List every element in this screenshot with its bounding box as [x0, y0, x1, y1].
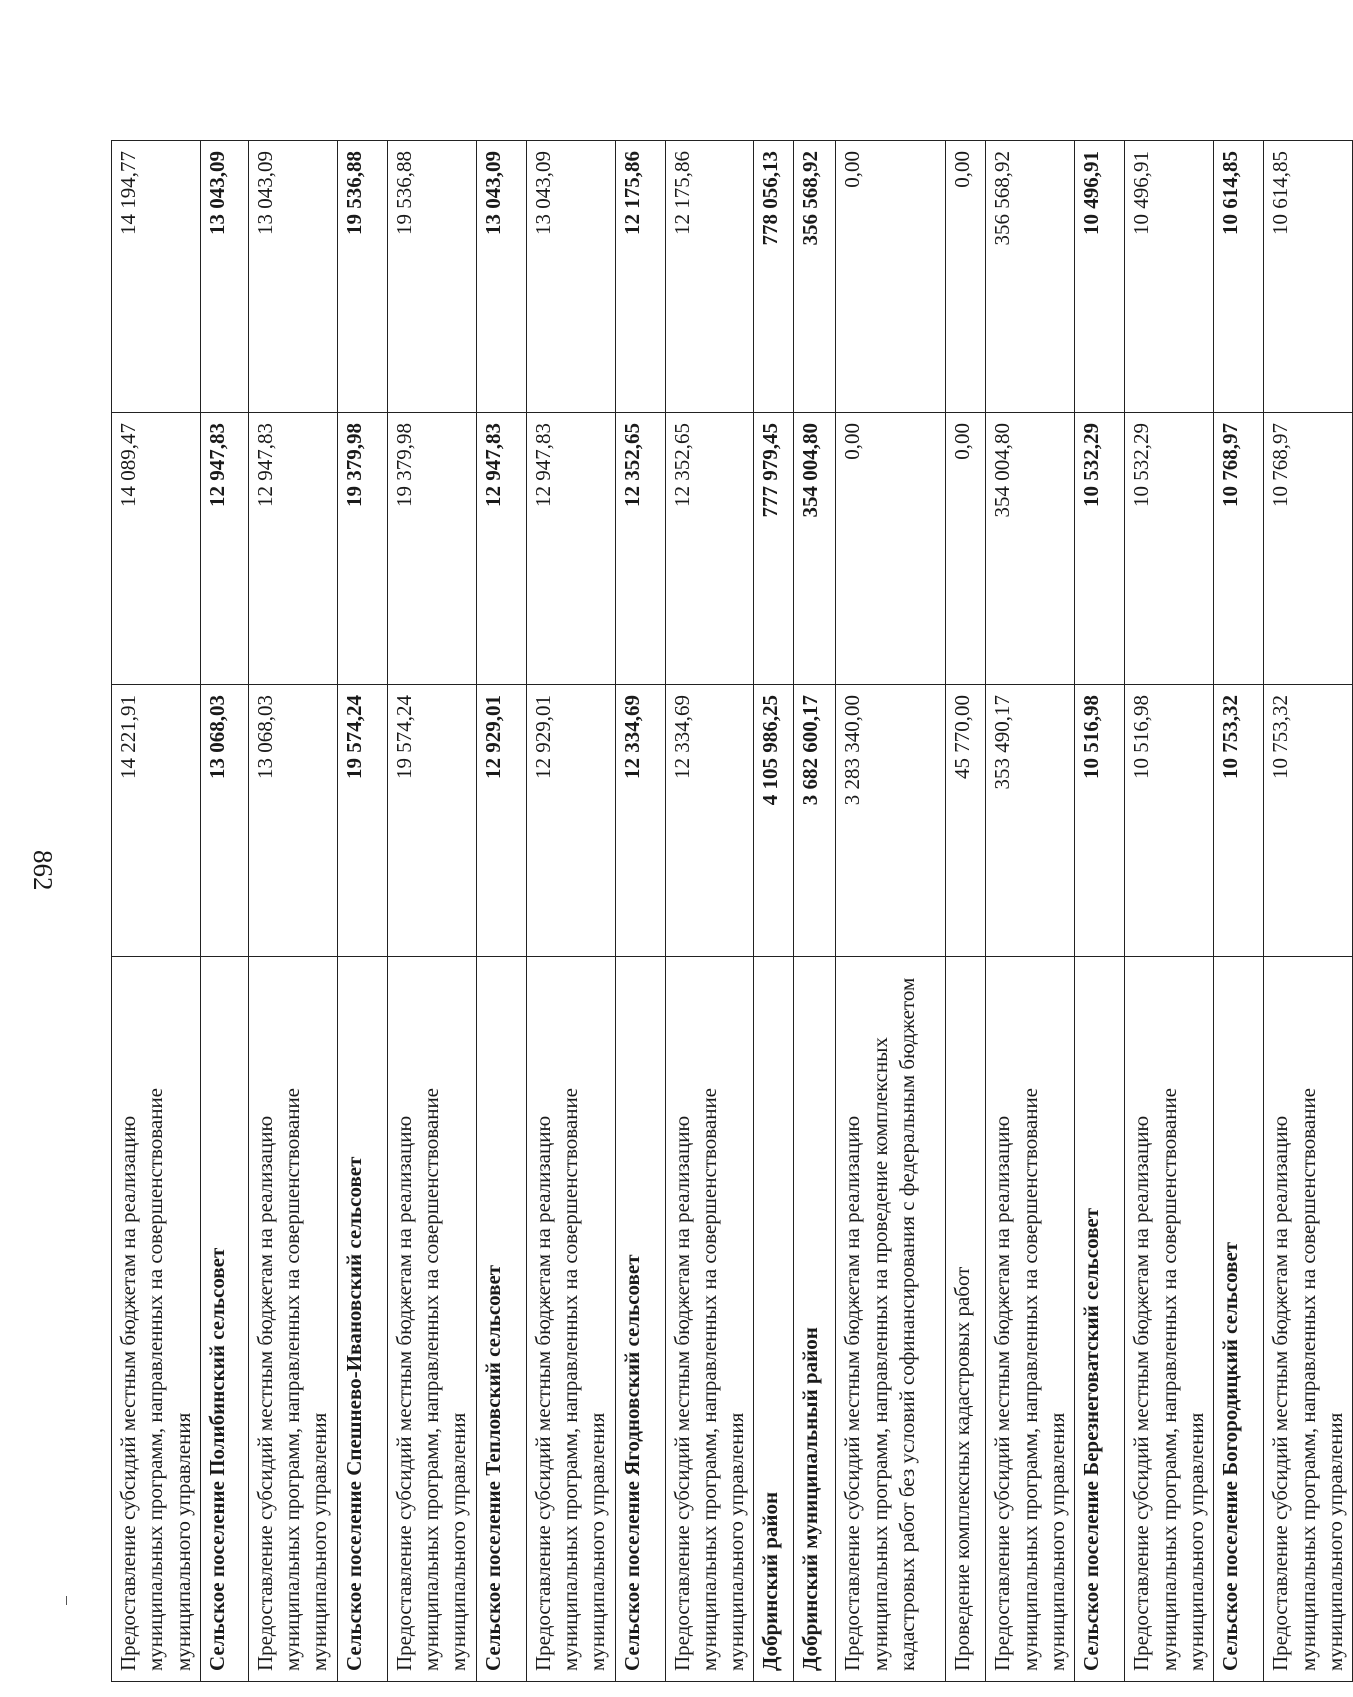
value-col-3: 13 043,09 — [248, 141, 337, 413]
value-col-2: 12 947,83 — [526, 413, 615, 685]
value-col-1: 4 105 986,25 — [754, 685, 794, 957]
value-col-2: 10 768,97 — [1214, 413, 1264, 685]
row-label: Сельское поселение Березнеговатский сельсовет — [1075, 957, 1125, 1682]
scan-mark — [66, 1596, 67, 1605]
value-col-1: 353 490,17 — [986, 685, 1075, 957]
row-label: Предоставление субсидий местным бюджетам на реализацию муниципальных программ, направленных на совершенствование муниципального управления — [1264, 957, 1353, 1682]
table-row — [1264, 141, 1353, 1682]
value-col-3: 10 614,85 — [1214, 141, 1264, 413]
row-label: Сельское поселение Тепловский сельсовет — [476, 957, 526, 1682]
value-col-1: 12 929,01 — [526, 685, 615, 957]
value-col-2: 14 089,47 — [112, 413, 201, 685]
value-col-1: 3 283 340,00 — [836, 685, 946, 957]
value-col-1: 10 516,98 — [1075, 685, 1125, 957]
value-col-3: 12 175,86 — [665, 141, 754, 413]
value-col-3: 12 175,86 — [615, 141, 665, 413]
row-label: Предоставление субсидий местным бюджетам на реализацию муниципальных программ, направленных на совершенствование муниципального управления — [986, 957, 1075, 1682]
table-body — [112, 141, 1353, 1682]
value-col-3: 10 496,91 — [1125, 141, 1214, 413]
value-col-2: 19 379,98 — [337, 413, 387, 685]
value-col-1: 10 753,32 — [1214, 685, 1264, 957]
value-col-3: 356 568,92 — [986, 141, 1075, 413]
value-col-1: 19 574,24 — [337, 685, 387, 957]
row-label: Предоставление субсидий местным бюджетам на реализацию муниципальных программ, направленных на совершенствование муниципального управления — [248, 957, 337, 1682]
value-col-2: 12 947,83 — [476, 413, 526, 685]
value-col-3: 13 043,09 — [526, 141, 615, 413]
row-label: Предоставление субсидий местным бюджетам на реализацию муниципальных программ, направленных на совершенствование муниципального управления — [112, 957, 201, 1682]
value-col-3: 13 043,09 — [200, 141, 248, 413]
value-col-1: 12 334,69 — [665, 685, 754, 957]
value-col-1: 45 770,00 — [946, 685, 986, 957]
value-col-2: 0,00 — [946, 413, 986, 685]
value-col-3: 0,00 — [836, 141, 946, 413]
row-label: Добринский муниципальный район — [794, 957, 836, 1682]
table-row — [387, 141, 476, 1682]
row-label: Сельское поселение Полибинский сельсовет — [200, 957, 248, 1682]
section-row — [615, 141, 665, 1682]
value-col-2: 12 947,83 — [248, 413, 337, 685]
section-row — [1075, 141, 1125, 1682]
row-label: Предоставление субсидий местным бюджетам на реализацию муниципальных программ, направленных на совершенствование муниципального управления — [665, 957, 754, 1682]
section-row — [200, 141, 248, 1682]
value-col-3: 14 194,77 — [112, 141, 201, 413]
value-col-2: 12 947,83 — [200, 413, 248, 685]
value-col-3: 778 056,13 — [754, 141, 794, 413]
row-label: Предоставление субсидий местным бюджетам на реализацию муниципальных программ, направленных на совершенствование муниципального управления — [526, 957, 615, 1682]
value-col-3: 0,00 — [946, 141, 986, 413]
value-col-1: 10 516,98 — [1125, 685, 1214, 957]
row-label: Сельское поселение Спешнево-Ивановский сельсовет — [337, 957, 387, 1682]
section-row — [337, 141, 387, 1682]
value-col-1: 3 682 600,17 — [794, 685, 836, 957]
table-row — [665, 141, 754, 1682]
row-label: Добринский район — [754, 957, 794, 1682]
row-label: Предоставление субсидий местным бюджетам на реализацию муниципальных программ, направленных на проведение комплексных кадастровых работ без условий софинансирования с федеральным бюджетом — [836, 957, 946, 1682]
value-col-2: 354 004,80 — [794, 413, 836, 685]
section-row — [754, 141, 794, 1682]
table-row — [836, 141, 946, 1682]
row-label: Предоставление субсидий местным бюджетам на реализацию муниципальных программ, направленных на совершенствование муниципального управления — [1125, 957, 1214, 1682]
page-number: 862 — [28, 850, 58, 891]
value-col-3: 13 043,09 — [476, 141, 526, 413]
value-col-3: 10 496,91 — [1075, 141, 1125, 413]
table-row — [526, 141, 615, 1682]
section-row — [1214, 141, 1264, 1682]
table-row — [112, 141, 201, 1682]
value-col-3: 10 614,85 — [1264, 141, 1353, 413]
value-col-1: 12 929,01 — [476, 685, 526, 957]
row-label: Сельское поселение Богородицкий сельсовет — [1214, 957, 1264, 1682]
table-row — [946, 141, 986, 1682]
value-col-2: 12 352,65 — [665, 413, 754, 685]
value-col-1: 12 334,69 — [615, 685, 665, 957]
value-col-1: 19 574,24 — [387, 685, 476, 957]
value-col-2: 10 532,29 — [1125, 413, 1214, 685]
row-label: Проведение комплексных кадастровых работ — [946, 957, 986, 1682]
section-row — [794, 141, 836, 1682]
value-col-1: 13 068,03 — [248, 685, 337, 957]
value-col-3: 356 568,92 — [794, 141, 836, 413]
value-col-2: 10 532,29 — [1075, 413, 1125, 685]
value-col-1: 13 068,03 — [200, 685, 248, 957]
value-col-3: 19 536,88 — [387, 141, 476, 413]
value-col-2: 354 004,80 — [986, 413, 1075, 685]
value-col-1: 14 221,91 — [112, 685, 201, 957]
row-label: Предоставление субсидий местным бюджетам на реализацию муниципальных программ, направленных на совершенствование муниципального управления — [387, 957, 476, 1682]
value-col-2: 777 979,45 — [754, 413, 794, 685]
table-row — [1125, 141, 1214, 1682]
row-label: Сельское поселение Ягодновский сельсовет — [615, 957, 665, 1682]
table-row — [986, 141, 1075, 1682]
budget-table — [111, 140, 1353, 1682]
table-row — [248, 141, 337, 1682]
value-col-2: 12 352,65 — [615, 413, 665, 685]
value-col-2: 0,00 — [836, 413, 946, 685]
section-row — [476, 141, 526, 1682]
value-col-3: 19 536,88 — [337, 141, 387, 413]
value-col-1: 10 753,32 — [1264, 685, 1353, 957]
value-col-2: 10 768,97 — [1264, 413, 1353, 685]
value-col-2: 19 379,98 — [387, 413, 476, 685]
